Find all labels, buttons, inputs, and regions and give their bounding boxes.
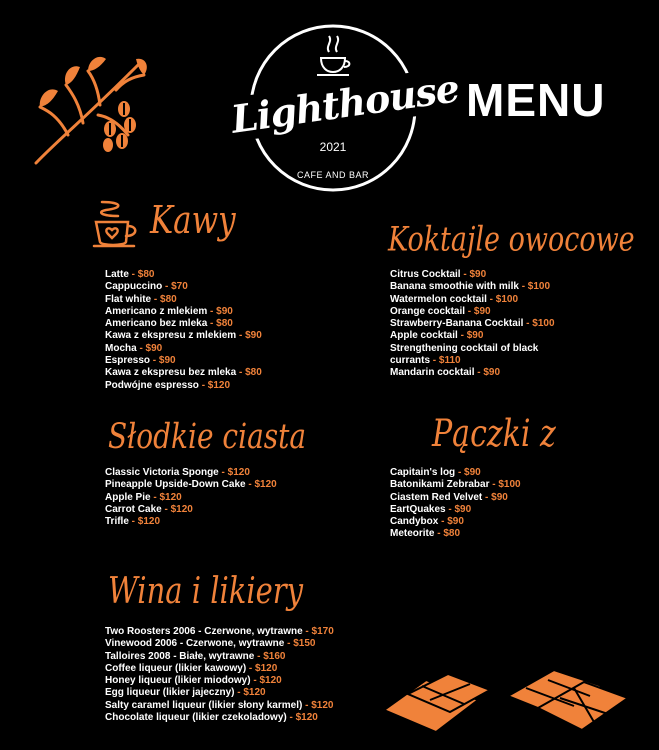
menu-item-name: Salty caramel liqueur (likier słony karmel) [105, 699, 303, 711]
menu-item-price: - $120 [250, 675, 282, 687]
menu-item [390, 330, 580, 342]
menu-item-price: - $120 [128, 516, 161, 528]
menu-item-price: - $90 [482, 491, 508, 503]
menu-item-price: - $120 [150, 491, 182, 503]
section-title-wina: Wina i likiery [108, 569, 304, 612]
brand-name: Lighthouse [218, 65, 472, 143]
menu-item [390, 492, 521, 504]
menu-item-price: - $80 [434, 528, 461, 540]
menu-item-price: - $80 [128, 269, 155, 280]
menu-item-name: Trifle [105, 516, 129, 528]
menu-item-name: EartQuakes [390, 503, 446, 515]
menu-item-name: Carrot Cake [105, 503, 162, 515]
section-title-paczki: Pączki z [432, 412, 556, 456]
menu-item-price: - $80 [207, 318, 233, 330]
menu-item-price: - $100 [523, 318, 555, 330]
section-title-koktajle: Koktajle owocowe [388, 220, 635, 260]
menu-item-name: Strawberry-Banana Cocktail [390, 318, 524, 330]
menu-item-name: Vinewood 2006 - Czerwone, wytrawne [105, 638, 285, 650]
menu-item [105, 687, 334, 699]
menu-item [105, 380, 262, 392]
ciasta-list [105, 467, 277, 528]
menu-item-name: Espresso [105, 355, 151, 367]
menu-item [105, 712, 334, 724]
menu-item [105, 367, 262, 379]
menu-item-price: - $120 [286, 712, 318, 724]
menu-item-price: - $120 [218, 467, 250, 478]
menu-item-price: - $170 [302, 626, 334, 637]
menu-item-price: - $120 [198, 379, 231, 391]
menu-item-name: Orange cocktail [390, 305, 466, 317]
chocolate-bars-icon [378, 660, 638, 736]
menu-item [105, 281, 262, 293]
menu-item-name: Banana smoothie with milk [390, 281, 519, 293]
menu-item-price: - $100 [486, 293, 519, 305]
menu-item-name: Honey liqueur (likier miodowy) [105, 675, 251, 687]
menu-item [390, 294, 580, 306]
menu-item-price: - $90 [150, 355, 176, 367]
menu-item-price: - $90 [474, 367, 501, 379]
section-title-ciasta: Słodkie ciasta [108, 415, 307, 457]
menu-item-price: - $90 [465, 305, 491, 317]
menu-item [105, 492, 277, 504]
koktajle-list [390, 269, 580, 380]
menu-item-name: Watermelon cocktail [390, 293, 487, 305]
brand-tagline: CAFE AND BAR [296, 170, 369, 180]
menu-item-price: - $80 [151, 293, 177, 305]
menu-item [105, 675, 334, 687]
menu-item [105, 318, 262, 330]
menu-item [105, 504, 277, 516]
menu-item [105, 651, 334, 663]
menu-item [105, 663, 334, 675]
menu-item [390, 269, 580, 281]
menu-item-name: Cappuccino [105, 281, 163, 293]
menu-item [390, 306, 580, 318]
menu-item [105, 479, 277, 491]
menu-item [105, 626, 334, 638]
menu-item [105, 269, 262, 281]
menu-item-name: Apple Pie [105, 491, 151, 503]
menu-item-price: - $70 [162, 281, 188, 293]
menu-item [390, 318, 580, 330]
section-title-kawy: Kawy [150, 198, 236, 243]
menu-item [390, 504, 521, 516]
menu-item [105, 306, 262, 318]
menu-item-price: - $90 [457, 330, 484, 342]
menu-item-name: Egg liqueur (likier jajeczny) [105, 687, 235, 699]
menu-item-name: Apple cocktail [390, 330, 458, 342]
menu-item-name: Mocha [105, 342, 137, 354]
menu-item-price: - $100 [489, 479, 521, 491]
menu-item-name: Podwójne espresso [105, 379, 199, 391]
wina-list [105, 626, 334, 724]
menu-item-name: Candybox [390, 516, 439, 528]
paczki-list [390, 467, 521, 541]
brand-logo [228, 22, 462, 192]
menu-item [390, 367, 580, 379]
menu-item [105, 700, 334, 712]
menu-item-price: - $90 [236, 330, 262, 342]
menu-item-price: - $120 [161, 503, 193, 515]
menu-item-name: Kawa z ekspresu z mlekiem [105, 330, 237, 342]
menu-item-name: Coffee liqueur (likier kawowy) [105, 662, 247, 674]
menu-item-name: Classic Victoria Sponge [105, 467, 219, 478]
menu-item [390, 479, 521, 491]
coffee-branch-icon [28, 45, 153, 170]
menu-item-price: - $120 [234, 687, 266, 699]
menu-item-name: Batonikami Zebrabar [390, 479, 490, 491]
menu-item [105, 467, 277, 479]
menu-item [390, 528, 521, 540]
menu-item-price: - $160 [254, 650, 286, 662]
menu-item-price: - $90 [455, 467, 481, 478]
steaming-mug-icon [92, 198, 144, 250]
menu-item-name: Meteorite [390, 528, 435, 540]
menu-item-price: - $120 [245, 479, 277, 491]
menu-item-price: - $90 [445, 503, 472, 515]
menu-item [105, 516, 277, 528]
menu-item-price: - $150 [284, 638, 316, 650]
menu-item-price: - $120 [302, 699, 334, 711]
menu-item-price: - $120 [246, 662, 278, 674]
menu-item [105, 294, 262, 306]
menu-item-name: Americano bez mleka [105, 318, 208, 330]
menu-heading: MENU [466, 74, 606, 126]
menu-item [105, 343, 262, 355]
menu-item-name: Kawa z ekspresu bez mleka [105, 367, 237, 379]
menu-item-price: - $110 [430, 355, 461, 367]
menu-item-name: Mandarin cocktail [390, 367, 475, 379]
kawy-list [105, 269, 262, 392]
menu-item-name: Citrus Cocktail [390, 269, 461, 280]
menu-item [105, 355, 262, 367]
menu-item-name: Two Roosters 2006 - Czerwone, wytrawne [105, 626, 303, 637]
menu-item [390, 467, 521, 479]
menu-item-name: Americano z mlekiem [105, 305, 208, 317]
menu-item-price: - $90 [438, 516, 464, 528]
menu-item-name: Pineapple Upside-Down Cake [105, 479, 246, 491]
menu-item-price: - $90 [207, 305, 233, 317]
menu-item-name: Ciastem Red Velvet [390, 491, 483, 503]
menu-item-price: - $100 [518, 281, 551, 293]
menu-item [390, 516, 521, 528]
brand-year: 2021 [319, 140, 347, 154]
menu-item [105, 330, 262, 342]
menu-item [105, 638, 334, 650]
menu-item [390, 281, 580, 293]
menu-item-price: - $80 [236, 367, 262, 379]
menu-item-name: Strengthening cocktail of black currants [390, 342, 539, 367]
menu-item-name: Talloires 2008 - Białe, wytrawne [105, 650, 255, 662]
menu-item-price: - $90 [136, 342, 163, 354]
menu-item-name: Latte [105, 269, 129, 280]
menu-item-name: Chocolate liqueur (likier czekoladowy) [105, 712, 287, 724]
menu-item [390, 343, 580, 368]
coffee-cup-icon [313, 34, 355, 80]
menu-item-price: - $90 [460, 269, 487, 280]
menu-item-name: Flat white [105, 293, 152, 305]
menu-item-name: Capitain's log [390, 467, 456, 478]
